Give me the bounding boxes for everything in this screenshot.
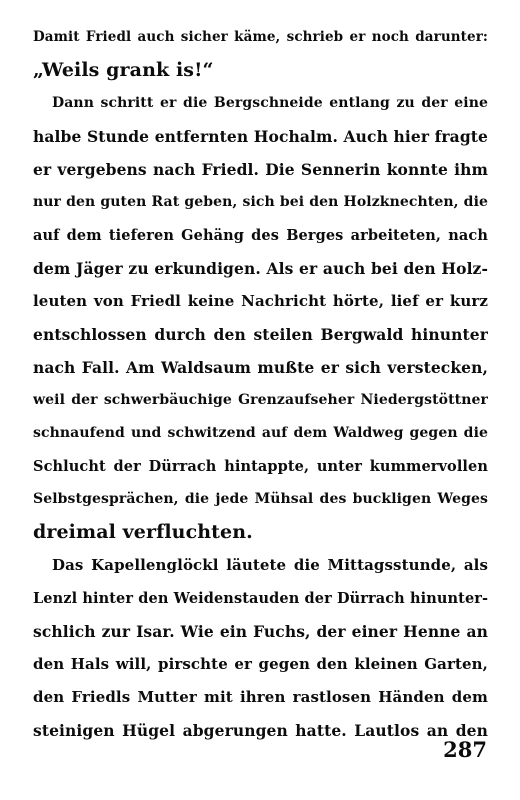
text-line: den Friedls Mutter mit ihren rastlosen Händen dem xyxy=(33,688,488,706)
text-line: Das Kapellenglöckl läutete die Mittagsstunde, als xyxy=(52,556,488,574)
text-line: Dann schritt er die Bergschneide entlang zu der eine xyxy=(52,95,488,111)
text-line: leuten von Friedl keine Nachricht hörte, lief er kurz xyxy=(33,292,488,310)
text-line: er vergebens nach Friedl. Die Sennerin konnte ihm xyxy=(33,160,488,179)
text-line: „Weils grank is!“ xyxy=(33,59,214,81)
text-line: entschlossen durch den steilen Bergwald hinunter xyxy=(33,325,488,344)
text-line: Selbstgesprächen, die jede Mühsal des buckligen Weges xyxy=(33,491,488,507)
text-line: weil der schwerbäuchige Grenzaufseher Niedergstöttner xyxy=(33,392,488,408)
text-line: dreimal verfluchten. xyxy=(33,521,253,543)
text-line: Schlucht der Dürrach hintappte, unter kummervollen xyxy=(33,458,488,475)
text-line: schlich zur Isar. Wie ein Fuchs, der einer Henne an xyxy=(33,622,488,641)
text-line: den Hals will, pirschte er gegen den kleinen Garten, xyxy=(33,655,488,673)
text-line: dem Jäger zu erkundigen. Als er auch bei den Holz- xyxy=(33,259,488,278)
text-line: nur den guten Rat geben, sich bei den Holzknechten, die xyxy=(33,194,488,210)
text-line: Lenzl hinter den Weidenstauden der Dürrach hinunter- xyxy=(33,590,488,607)
page-number: 287 xyxy=(443,737,487,762)
text-line: nach Fall. Am Waldsaum mußte er sich verstecken, xyxy=(33,358,488,377)
text-line: schnaufend und schwitzend auf dem Waldweg gegen die xyxy=(33,425,488,441)
text-line: steinigen Hügel abgerungen hatte. Lautlos an den xyxy=(33,721,488,740)
text-line: auf dem tieferen Gehäng des Berges arbeiteten, nach xyxy=(33,227,488,244)
text-line: halbe Stunde entfernten Hochalm. Auch hier fragte xyxy=(33,127,488,146)
text-line: Damit Friedl auch sicher käme, schrieb er noch darunter: xyxy=(33,29,488,45)
